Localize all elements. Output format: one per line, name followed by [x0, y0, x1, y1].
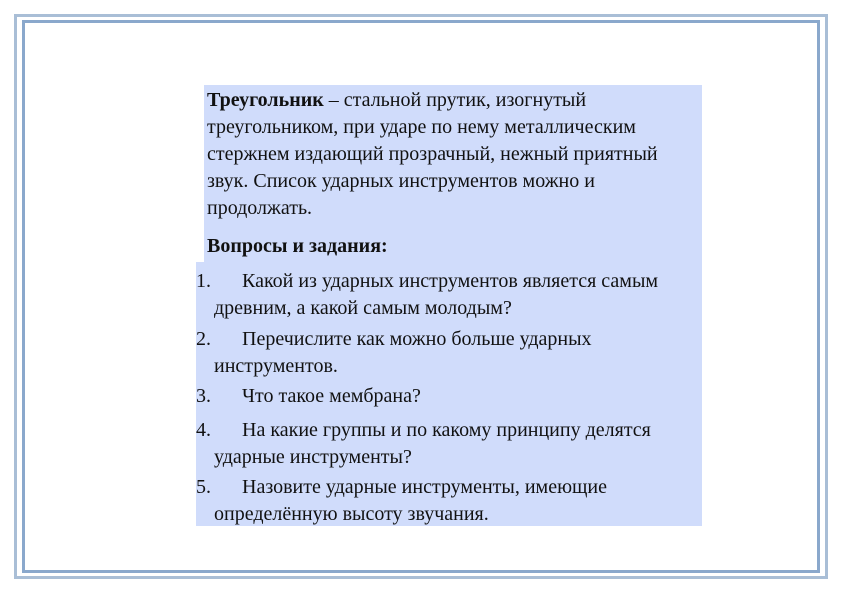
list-item-number: 1. — [196, 270, 211, 292]
definition-block — [204, 85, 702, 262]
questions-list — [196, 262, 702, 526]
list-item-number: 3. — [196, 385, 211, 407]
list-item-number: 4. — [196, 419, 211, 441]
list-item-text: Перечислите как можно больше ударных — [242, 328, 592, 350]
definition-text — [207, 87, 697, 222]
list-item-text-cont: древним, а какой самым молодым? — [214, 297, 512, 319]
list-item-text-cont: инструментов. — [214, 355, 338, 377]
list-item-number: 2. — [196, 328, 211, 350]
list-item-text: На какие группы и по какому принципу делятся — [242, 419, 651, 441]
list-item-text-cont: ударные инструменты? — [214, 446, 412, 468]
list-item-text: Назовите ударные инструменты, имеющие — [242, 476, 607, 498]
list-item-text: Какой из ударных инструментов является самым — [242, 270, 659, 292]
questions-title: Вопросы и задания: — [207, 235, 388, 257]
definition-term: Треугольник — [207, 89, 324, 111]
definition-body: – стальной прутик, изогнутый треугольником, при ударе по нему металлическим стержнем издающий прозрачный, нежный приятный звук. Список ударных инструментов можно и продолжать. — [207, 89, 658, 219]
list-item-text: Что такое мембрана? — [242, 385, 421, 407]
list-item-text-cont: определённую высоту звучания. — [214, 503, 489, 525]
list-item-number: 5. — [196, 476, 211, 498]
